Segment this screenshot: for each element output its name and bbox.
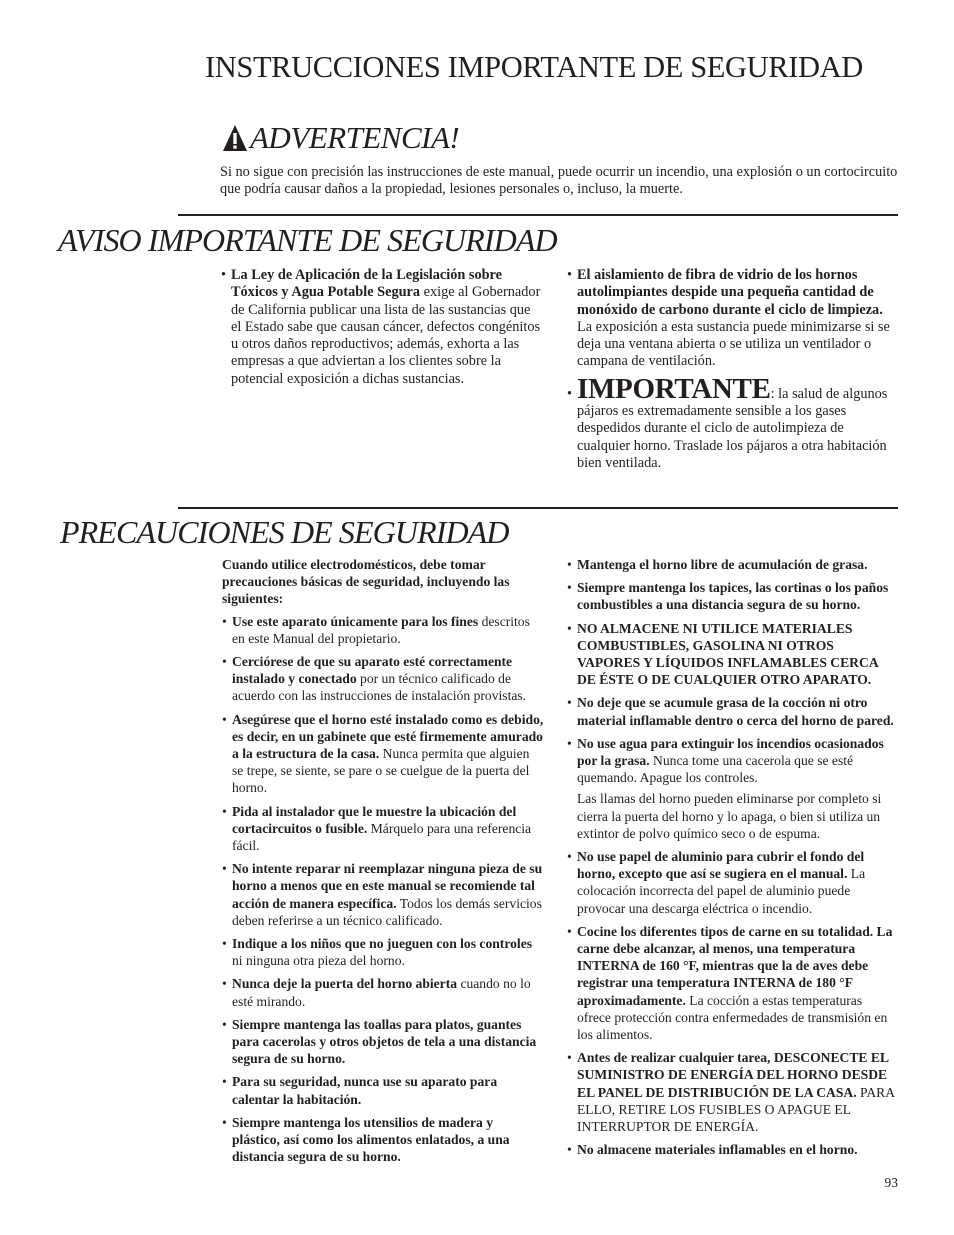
- item-text: exige al Gobernador de California publicar una lista de las sustancias que el Estado sabe que causan cáncer, defectos congénitos u otros daños reproductivos; además, exhorta a las empresas a que adviertan a los clientes sobre la potencial exposición a dichas sustancias.: [231, 284, 541, 387]
- item-text: Todos los demás servicios deben referirse a un técnico calificado.: [232, 895, 542, 928]
- item-text: Márquelo para una referencia fácil.: [232, 820, 532, 854]
- bullet: •: [567, 923, 572, 939]
- list-item: [567, 620, 897, 689]
- list-item: [221, 267, 543, 388]
- list-item: [222, 711, 544, 797]
- bullet: •: [567, 557, 572, 572]
- item-text: por un técnico calificado de acuerdo con las instrucciones de instalación provistas.: [232, 671, 527, 704]
- item-text: descritos en este Manual del propietario.: [232, 613, 530, 646]
- bullet: •: [567, 1142, 572, 1158]
- bullet: •: [222, 1114, 227, 1130]
- aviso-left-column: [221, 267, 543, 394]
- section-divider: [178, 214, 898, 216]
- bullet: •: [222, 613, 227, 629]
- page-title: INSTRUCCIONES IMPORTANTE DE SEGURIDAD: [205, 50, 863, 84]
- item-text: Nunca permita que alguien se trepe, se siente, se pare o se cuelgue de la puerta del horno.: [232, 746, 530, 796]
- right-list: [567, 556, 897, 1159]
- item-bold-text: Asegúrese que el horno esté instalado como es debido, es decir, en un gabinete que esté firmemente amurado a la estructura de la casa.: [232, 711, 544, 762]
- item-bold-text: La Ley de Aplicación de la Legislación sobre Tóxicos y Agua Potable Segura: [231, 267, 502, 301]
- list-item: [222, 803, 544, 855]
- item-text: La exposición a esta sustancia puede minimizarse si se deja una ventana abierta o se utiliza un ventilador o campana de ventilación.: [577, 318, 890, 370]
- bullet: •: [567, 620, 572, 636]
- item-text: PARA ELLO, RETIRE LOS FUSIBLES O APAGUE EL INTERRUPTOR DE ENERGÍA.: [577, 1084, 895, 1135]
- item-text: Nunca tome una cacerola que se esté quemando. Apague los controles.: [577, 753, 854, 786]
- list-item: [222, 1114, 544, 1166]
- list-item: [567, 848, 897, 917]
- bullet: •: [567, 735, 572, 751]
- precauciones-right-column: [567, 556, 897, 1165]
- item-bold-text: Siempre mantenga las toallas para platos, guantes para cacerolas y otros objetos de tela a una distancia segura de su horno.: [232, 1016, 537, 1067]
- precauciones-intro: Cuando utilice electrodomésticos, debe tomar precauciones básicas de seguridad, incluyendo las siguientes:: [222, 557, 510, 607]
- item-text: : la salud de algunos pájaros es extremadamente sensible a los gases despedidos durante el ciclo de autolimpieza de cualquier horno. Traslade los pájaros a otra habitación bien ventilada.: [577, 385, 888, 471]
- bullet: •: [222, 803, 227, 819]
- item-bold-text: Siempre mantenga los tapices, las cortinas o los paños combustibles a una distancia segura de su horno.: [577, 580, 889, 613]
- list-item: [567, 579, 897, 613]
- list-item: [567, 735, 897, 787]
- list-item: [567, 1141, 897, 1158]
- item-bold-text: Para su seguridad, nunca use su aparato para calentar la habitación.: [232, 1074, 498, 1107]
- bullet: •: [222, 936, 227, 952]
- list-item: [567, 694, 897, 728]
- list-item: [222, 860, 544, 929]
- precauciones-left-column: [222, 556, 544, 1172]
- item-bold-text: Pida al instalador que le muestre la ubicación del cortacircuitos o fusible.: [232, 803, 517, 836]
- item-bold-text: Use este aparato únicamente para los fines: [232, 613, 479, 629]
- item-text: La cocción a estas temperaturas ofrece protección contra enfermedades de transmisión en los alimentos.: [577, 992, 888, 1043]
- bullet: •: [222, 654, 227, 670]
- item-bold-text: Mantenga el horno libre de acumulación de grasa.: [577, 557, 868, 572]
- bullet: •: [221, 267, 227, 283]
- bullet: •: [567, 385, 573, 402]
- precauciones-section-title: PRECAUCIONES DE SEGURIDAD: [60, 514, 509, 550]
- list-item: [222, 613, 544, 647]
- warning-title: ADVERTENCIA!: [250, 120, 460, 155]
- list-item: [567, 1049, 897, 1135]
- item-bold-text: Antes de realizar cualquier tarea, DESCONECTE EL SUMINISTRO DE ENERGÍA DEL HORNO DESDE EL PANEL DE DISTRIBUCIÓN DE LA CASA.: [577, 1050, 889, 1100]
- list-item: [567, 923, 897, 1043]
- bullet: •: [222, 1016, 227, 1032]
- item-bold-text: No use papel de aluminio para cubrir el fondo del horno, excepto que así se sugiera en el manual.: [577, 849, 865, 882]
- warning-triangle-icon: [222, 123, 248, 153]
- bullet: •: [222, 1074, 227, 1090]
- list-item: [567, 556, 897, 573]
- bullet: •: [567, 1050, 572, 1066]
- item-bold-text: Cocine los diferentes tipos de carne en su totalidad. La carne debe alcanzar, al menos, una temperatura INTERNA de 160 °F, mientras que la de aves debe registrar una temperatura INTERNA de 180 °F aproximadamente.: [577, 923, 893, 1008]
- bullet: •: [567, 849, 572, 865]
- bullet: •: [222, 976, 227, 992]
- section-divider: [178, 507, 898, 509]
- item-bold-text: Indique a los niños que no jueguen con los controles: [232, 936, 533, 952]
- item-bold-text: Cerciórese de que su aparato esté correctamente instalado y conectado: [232, 654, 513, 687]
- item-bold-text: Siempre mantenga los utensilios de madera y plástico, así como los alimentos enlatados, a una distancia segura de su horno.: [232, 1114, 510, 1165]
- bullet: •: [567, 695, 572, 711]
- importante-label: IMPORTANTE: [577, 372, 771, 405]
- list-item: [222, 935, 544, 969]
- list-item: [567, 267, 897, 371]
- item-bold-text: No use agua para extinguir los incendios ocasionados por la grasa.: [577, 735, 884, 769]
- list-item: [222, 1073, 544, 1107]
- left-list: [222, 613, 544, 1166]
- item-text: cuando no lo esté mirando.: [232, 976, 531, 1009]
- list-item: [222, 975, 544, 1009]
- warning-text: Si no sigue con precisión las instrucciones de este manual, puede ocurrir un incendio, una explosión o un cortocircuito que podría causar daños a la propiedad, lesiones personales o, incluso, la muerte.: [220, 164, 898, 198]
- item-bold-text: NO ALMACENE NI UTILICE MATERIALES COMBUSTIBLES, GASOLINA NI OTROS VAPORES Y LÍQUIDOS INFLAMABLES CERCA DE ÉSTE O DE CUALQUIER OTRO APARATO.: [577, 620, 878, 688]
- item-text: La colocación incorrecta del papel de aluminio puede provocar una descarga eléctrica o incendio.: [577, 866, 866, 916]
- bullet: •: [567, 267, 573, 283]
- item-bold-text: Nunca deje la puerta del horno abierta: [232, 976, 458, 992]
- warning-heading: [222, 118, 459, 158]
- item-bold-text: El aislamiento de fibra de vidrio de los hornos autolimpiantes despide una pequeña cantidad de monóxido de carbono durante el ciclo de limpieza.: [577, 267, 883, 318]
- item-text: ni ninguna otra pieza del horno.: [232, 953, 405, 969]
- item-bold-text: No intente reparar ni reemplazar ninguna pieza de su horno a menos que en este manual se recomiende tal acción de manera específica.: [232, 861, 543, 911]
- page-number: 93: [884, 1175, 898, 1190]
- bullet: •: [222, 861, 227, 877]
- list-item: [222, 653, 544, 705]
- item-bold-text: No almacene materiales inflamables en el horno.: [577, 1142, 858, 1158]
- aviso-right-column: [567, 267, 897, 478]
- importante-item: [567, 372, 897, 472]
- bullet: •: [567, 580, 572, 596]
- bullet: •: [222, 711, 227, 727]
- fire-note: Las llamas del horno pueden eliminarse por completo si cierra la puerta del horno y lo apaga, o bien si utiliza un extintor de polvo químico seco o de espuma.: [577, 791, 882, 841]
- item-bold-text: No deje que se acumule grasa de la cocción ni otro material inflamable dentro o cerca del horno de pared.: [577, 695, 894, 728]
- aviso-section-title: AVISO IMPORTANTE DE SEGURIDAD: [58, 222, 557, 258]
- list-item: [222, 1016, 544, 1068]
